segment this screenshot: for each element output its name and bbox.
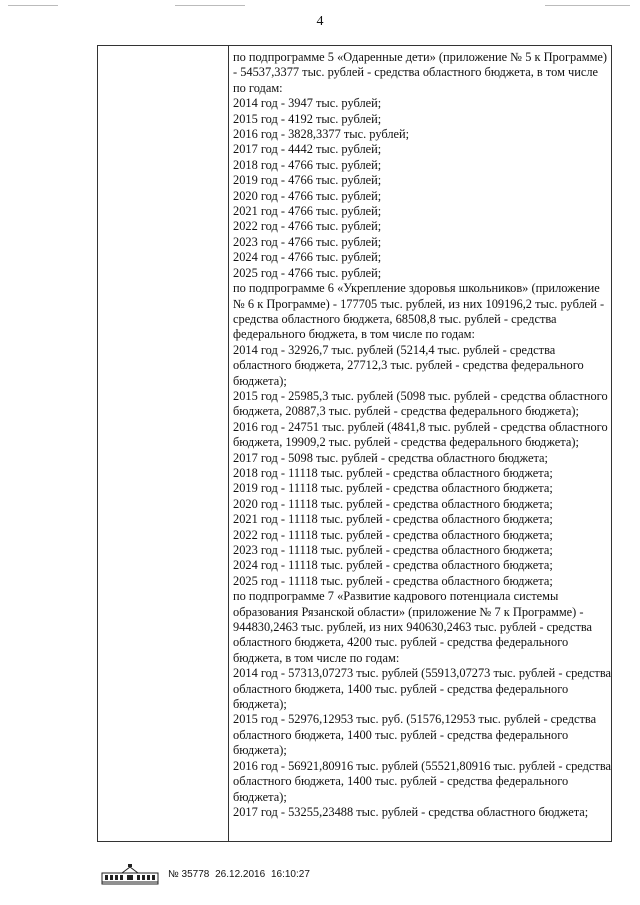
content-paragraph: 2020 год - 11118 тыс. рублей - средства областного бюджета; (233, 496, 553, 511)
registration-time: 16:10:27 (270, 869, 310, 880)
content-paragraph: 2014 год - 3947 тыс. рублей; (233, 96, 382, 111)
content-paragraph: 2018 год - 4766 тыс. рублей; (233, 157, 382, 172)
content-paragraph: по подпрограмме 7 «Развитие кадрового потенциала системы образования Рязанской области» (приложение № 7 к Программе) - 944830,2463 тыс. рублей, из них 940630,2463 тыс. рублей - средства областного бюджета, 4200 тыс. рублей - средства федерального бюджета, в том числе по годам: (233, 589, 593, 665)
content-paragraph: 2022 год - 11118 тыс. рублей - средства областного бюджета; (233, 527, 553, 542)
scan-artifact-left (8, 5, 58, 6)
content-paragraph: по подпрограмме 6 «Укрепление здоровья школьников» (приложение № 6 к Программе) - 177705 тыс. рублей, из них 109196,2 тыс. рублей - средства областного бюджета, 68508,8 тыс. рублей - средства федерального бюджета, в том числе по годам: (233, 281, 605, 342)
table-column-divider (228, 46, 229, 841)
content-paragraph: 2021 год - 4766 тыс. рублей; (233, 204, 382, 219)
content-paragraph: 2015 год - 25985,3 тыс. рублей (5098 тыс. рублей - средства областного бюджета, 20887,3 тыс. рублей - средства федерального бюджета); (233, 388, 608, 419)
content-paragraph: 2016 год - 56921,80916 тыс. рублей (55521,80916 тыс. рублей - средства областного бюджета, 1400 тыс. рублей - средства федерального бюджета); (233, 758, 612, 804)
content-paragraph: 2019 год - 4766 тыс. рублей; (233, 173, 382, 188)
content-paragraph: 2014 год - 57313,07273 тыс. рублей (55913,07273 тыс. рублей - средства областного бюджета, 1400 тыс. рублей - средства федерального бюджета); (233, 666, 612, 712)
registration-stamp-text (168, 869, 313, 880)
content-paragraph: 2024 год - 4766 тыс. рублей; (233, 250, 382, 265)
registration-number: № 35778 (168, 869, 210, 880)
content-paragraph: 2025 год - 11118 тыс. рублей - средства областного бюджета; (233, 573, 553, 588)
content-paragraph: 2018 год - 11118 тыс. рублей - средства областного бюджета; (233, 465, 553, 480)
content-paragraph: 2014 год - 32926,7 тыс. рублей (5214,4 тыс. рублей - средства областного бюджета, 27712,3 тыс. рублей - средства федерального бюджета); (233, 342, 584, 388)
content-paragraph: 2022 год - 4766 тыс. рублей; (233, 219, 382, 234)
content-paragraph: 2015 год - 4192 тыс. рублей; (233, 111, 382, 126)
content-paragraph: 2020 год - 4766 тыс. рублей; (233, 188, 382, 203)
content-paragraph: 2023 год - 4766 тыс. рублей; (233, 234, 382, 249)
scan-artifact-right (545, 5, 630, 6)
content-paragraph: 2019 год - 11118 тыс. рублей - средства областного бюджета; (233, 481, 553, 496)
content-paragraph: 2015 год - 52976,12953 тыс. руб. (51576,12953 тыс. рублей - средства областного бюджета, 1400 тыс. рублей - средства федерального бюджета); (233, 712, 597, 758)
content-paragraph: 2017 год - 4442 тыс. рублей; (233, 142, 382, 157)
content-paragraph: 2016 год - 24751 тыс. рублей (4841,8 тыс. рублей - средства областного бюджета, 19909,2 тыс. рублей - средства федерального бюджета); (233, 419, 608, 450)
content-paragraph: 2023 год - 11118 тыс. рублей - средства областного бюджета; (233, 543, 553, 557)
document-footer (100, 864, 560, 888)
scan-artifact-mid (175, 5, 245, 6)
registration-date: 26.12.2016 (215, 869, 266, 880)
content-paragraph: 2017 год - 5098 тыс. рублей - средства областного бюджета; (233, 450, 548, 465)
content-paragraph: по подпрограмме 5 «Одаренные дети» (приложение № 5 к Программе) - 54537,3377 тыс. рублей - средства областного бюджета, в том числе по годам: (233, 50, 608, 95)
government-building-stamp-icon (100, 864, 160, 886)
document-table (97, 45, 612, 842)
content-paragraph: 2024 год - 11118 тыс. рублей - средства областного бюджета; (233, 558, 553, 573)
content-paragraph: 2021 год - 11118 тыс. рублей - средства областного бюджета; (233, 512, 553, 527)
content-paragraph: 2016 год - 3828,3377 тыс. рублей; (233, 127, 410, 142)
content-paragraph: 2025 год - 4766 тыс. рублей; (233, 265, 382, 280)
page-number: 4 (316, 14, 324, 29)
content-paragraph: 2017 год - 53255,23488 тыс. рублей - средства областного бюджета; (233, 804, 589, 819)
table-content-cell (233, 50, 613, 820)
